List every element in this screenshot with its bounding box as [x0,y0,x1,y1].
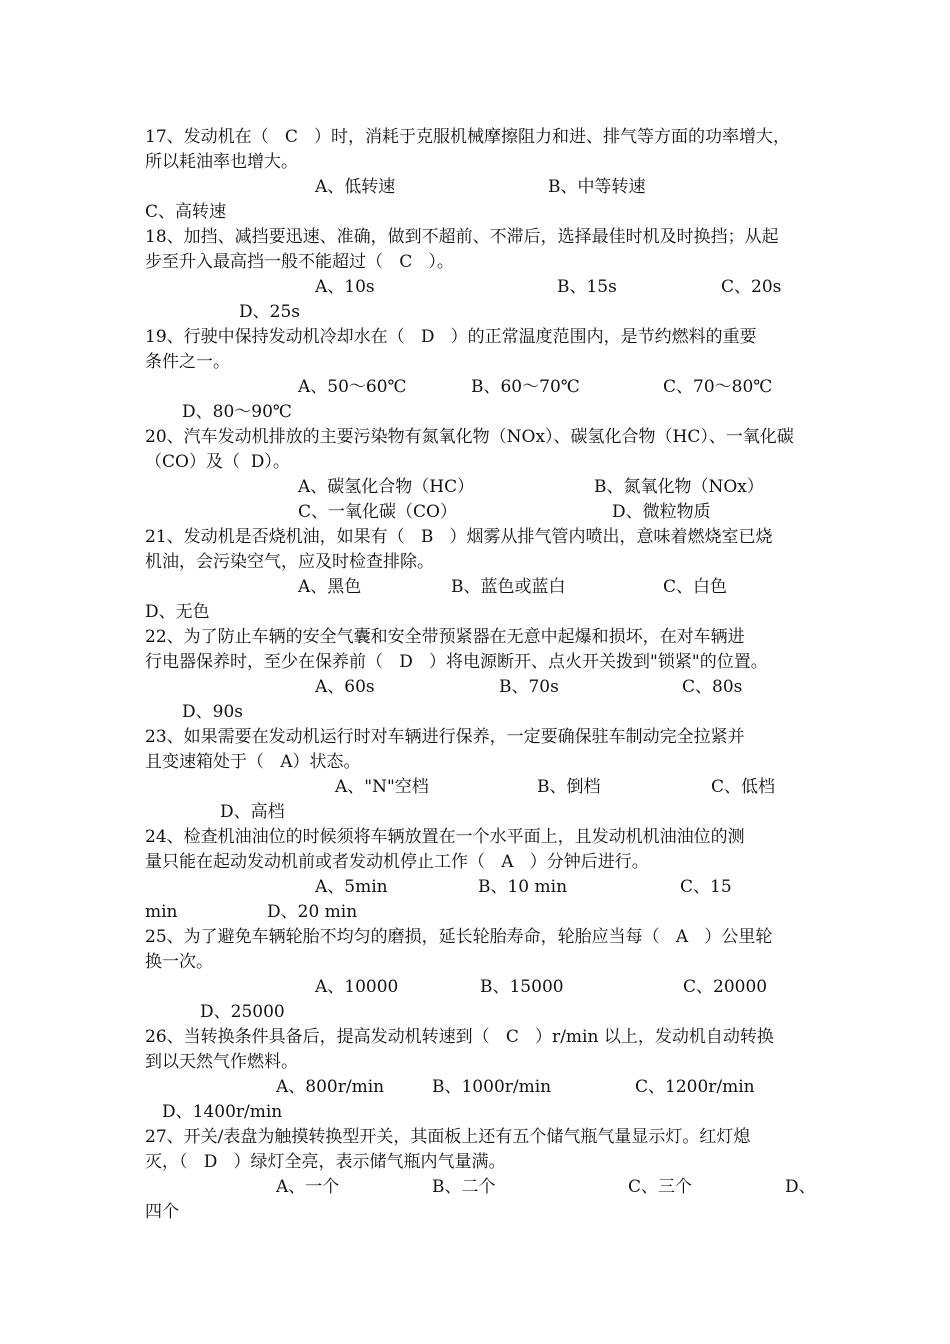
question-24-option-a: A、5min [315,877,388,897]
question-26-option-d: D、1400r/min [162,1102,283,1122]
question-26-option-c: C、1200r/min [635,1077,755,1097]
question-17-stem-line-2: 所以耗油率也增大。 [145,152,298,172]
question-18-stem-line-1: 18、加挡、减挡要迅速、准确，做到不超前、不滞后，选择最佳时机及时换挡；从起 [145,227,779,247]
question-21-option-c: C、白色 [663,577,728,597]
question-17-option-a: A、低转速 [315,177,396,197]
question-19-option-a: A、50～60℃ [298,377,407,397]
question-22-stem-line-2: 行电器保养时，至少在保养前（ D ）将电源断开、点火开关拨到"锁紧"的位置。 [145,652,768,672]
question-17-option-c: C、高转速 [145,202,227,222]
question-25-option-b: B、15000 [480,977,564,997]
question-24-option-c-unit: min [145,902,178,922]
question-26-option-a: A、800r/min [276,1077,385,1097]
question-25-stem-line-2: 换一次。 [145,952,213,972]
question-27-option-d: D、 [785,1177,816,1197]
question-25-option-c: C、20000 [683,977,768,997]
question-21-option-d: D、无色 [145,602,210,622]
question-18-option-c: C、20s [721,277,782,297]
question-22-option-b: B、70s [499,677,559,697]
question-22-option-d: D、90s [182,702,243,722]
question-23-stem-line-1: 23、如果需要在发动机运行时对车辆进行保养，一定要确保驻车制动完全拉紧并 [145,727,745,747]
question-20-stem-line-2: （CO）及（ D）。 [145,452,290,472]
question-18-option-a: A、10s [315,277,375,297]
question-24-option-b: B、10 min [478,877,568,897]
question-19-stem-line-1: 19、行驶中保持发动机冷却水在（ D ）的正常温度范围内，是节约燃料的重要 [145,327,757,347]
question-26-stem-line-1: 26、当转换条件具备后，提高发动机转速到（ C ）r/min 以上，发动机自动转换 [145,1027,774,1047]
question-20-option-a: A、碳氢化合物（HC） [298,477,475,497]
question-21-option-b: B、蓝色或蓝白 [451,577,566,597]
question-20-option-c: C、一氧化碳（CO） [298,502,457,522]
question-26-option-b: B、1000r/min [432,1077,552,1097]
question-21-stem-line-1: 21、发动机是否烧机油，如果有（ B ）烟雾从排气管内喷出，意味着燃烧室已烧 [145,527,773,547]
question-24-option-c: C、15 [680,877,732,897]
question-20-option-d: D、微粒物质 [612,502,711,522]
question-17-stem-line-1: 17、发动机在（ C ）时，消耗于克服机械摩擦阻力和进、排气等方面的功率增大， [145,127,791,147]
question-20-stem-line-1: 20、汽车发动机排放的主要污染物有氮氧化物（NOx）、碳氢化合物（HC）、一氧化碳 [145,427,794,447]
question-23-stem-line-2: 且变速箱处于（ A）状态。 [145,752,361,772]
question-22-stem-line-1: 22、为了防止车辆的安全气囊和安全带预紧器在无意中起爆和损坏，在对车辆进 [145,627,745,647]
question-24-stem-line-2: 量只能在起动发动机前或者发动机停止工作（ A ）分钟后进行。 [145,852,649,872]
question-19-option-d: D、80～90℃ [182,402,292,422]
question-19-stem-line-2: 条件之一。 [145,352,230,372]
question-24-stem-line-1: 24、检查机油油位的时候须将车辆放置在一个水平面上，且发动机机油油位的测 [145,827,745,847]
question-27-stem-line-2: 灭，（ D ）绿灯全亮，表示储气瓶内气量满。 [145,1152,506,1172]
question-19-option-b: B、60～70℃ [471,377,580,397]
question-23-option-b: B、倒档 [537,777,601,797]
question-20-option-b: B、氮氧化物（NOx） [594,477,764,497]
question-27-option-d-text: 四个 [145,1202,179,1222]
question-27-option-c: C、三个 [628,1177,693,1197]
question-18-stem-line-2: 步至升入最高挡一般不能超过（ C ）。 [145,252,454,272]
question-27-option-b: B、二个 [432,1177,496,1197]
question-22-option-a: A、60s [315,677,375,697]
question-21-stem-line-2: 机油，会污染空气，应及时检查排除。 [145,552,434,572]
question-26-stem-line-2: 到以天然气作燃料。 [145,1052,298,1072]
question-23-option-c: C、低档 [711,777,776,797]
question-25-stem-line-1: 25、为了避免车辆轮胎不均匀的磨损，延长轮胎寿命，轮胎应当每（ A ）公里轮 [145,927,773,947]
question-27-stem-line-1: 27、开关/表盘为触摸转换型开关，其面板上还有五个储气瓶气量显示灯。红灯熄 [145,1127,751,1147]
question-18-option-b: B、15s [557,277,617,297]
question-22-option-c: C、80s [682,677,743,697]
question-19-option-c: C、70～80℃ [663,377,773,397]
question-25-option-d: D、25000 [200,1002,285,1022]
question-27-option-a: A、一个 [276,1177,340,1197]
question-17-option-b: B、中等转速 [548,177,646,197]
question-24-option-d: D、20 min [267,902,358,922]
question-21-option-a: A、黑色 [298,577,362,597]
question-23-option-d: D、高档 [220,802,285,822]
question-25-option-a: A、10000 [315,977,399,997]
question-18-option-d: D、25s [239,302,300,322]
question-23-option-a: A、"N"空档 [335,777,429,797]
